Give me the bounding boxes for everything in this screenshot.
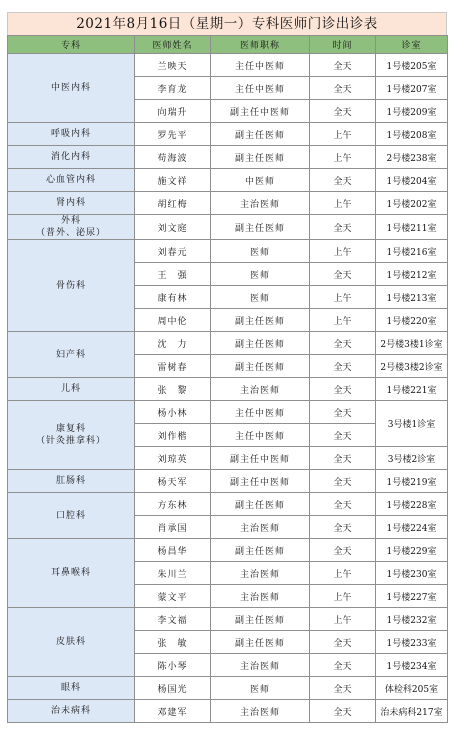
dept-cell xyxy=(8,539,135,608)
room-cell: 1号楼213室 xyxy=(376,286,448,309)
room-cell: 2号楼238室 xyxy=(376,146,448,169)
doctor-name-cell: 雷树春 xyxy=(135,355,211,378)
room-cell: 1号楼232室 xyxy=(376,608,448,631)
time-cell: 上午 xyxy=(310,585,376,608)
doctor-name-cell: 康有林 xyxy=(135,286,211,309)
time-cell: 全天 xyxy=(310,54,376,77)
table-row xyxy=(8,493,448,516)
room-cell: 1号楼228室 xyxy=(376,493,448,516)
time-cell: 全天 xyxy=(310,169,376,192)
doctor-name-cell: 邓建军 xyxy=(135,700,211,723)
doctor-name-cell: 张 敏 xyxy=(135,631,211,654)
dept-name: 皮肤科 xyxy=(55,637,86,647)
room-cell: 1号楼212室 xyxy=(376,263,448,286)
time-cell: 全天 xyxy=(310,263,376,286)
doctor-title-cell: 主任中医师 xyxy=(211,54,310,77)
doctor-name-cell: 李育龙 xyxy=(135,77,211,100)
dept-name: 中医内科 xyxy=(50,83,91,93)
time-cell: 上午 xyxy=(310,146,376,169)
doctor-title-cell: 中医师 xyxy=(211,169,310,192)
room-cell: 1号楼208室 xyxy=(376,123,448,146)
dept-cell xyxy=(8,401,135,470)
room-cell: 1号楼230室 xyxy=(376,562,448,585)
doctor-name-cell: 施文祥 xyxy=(135,169,211,192)
room-cell: 1号楼209室 xyxy=(376,100,448,123)
dept-name: 口腔科 xyxy=(55,510,86,521)
dept-cell xyxy=(8,146,135,169)
room-cell: 1号楼205室 xyxy=(376,54,448,77)
dept-name: 治未病科 xyxy=(50,706,91,716)
dept-name: 外科 xyxy=(60,216,81,226)
doctor-title-cell: 主任中医师 xyxy=(211,401,310,424)
dept-cell xyxy=(8,493,135,539)
table-row xyxy=(8,123,448,146)
room-cell: 1号楼227室 xyxy=(376,585,448,608)
dept-name: 呼吸内科 xyxy=(50,129,91,139)
dept-name: 儿科 xyxy=(60,384,81,394)
doctor-title-cell: 主治医师 xyxy=(211,700,310,723)
room-cell: 2号楼3楼1诊室 xyxy=(376,332,448,355)
time-cell: 上午 xyxy=(310,309,376,332)
room-cell: 1号楼234室 xyxy=(376,654,448,677)
time-cell: 全天 xyxy=(310,100,376,123)
room-cell: 3号楼2诊室 xyxy=(376,447,448,470)
doctor-name-cell: 朱川兰 xyxy=(135,562,211,585)
time-cell: 全天 xyxy=(310,700,376,723)
dept-subtitle: （针灸推拿科） xyxy=(35,436,106,446)
time-cell: 全天 xyxy=(310,516,376,539)
doctor-name-cell: 刘琼英 xyxy=(135,447,211,470)
time-cell: 全天 xyxy=(310,332,376,355)
time-cell: 全天 xyxy=(310,77,376,100)
room-cell: 1号楼204室 xyxy=(376,169,448,192)
time-cell: 全天 xyxy=(310,493,376,516)
dept-name: 耳鼻喉科 xyxy=(50,568,91,578)
doctor-title-cell: 副主任中医师 xyxy=(211,470,310,493)
doctor-name-cell: 肖承国 xyxy=(135,516,211,539)
room-cell: 体检科205室 xyxy=(376,677,448,700)
table-row xyxy=(8,240,448,263)
dept-name: 肛肠科 xyxy=(55,476,86,486)
header-doctor-title: 医师职称 xyxy=(211,36,310,54)
dept-cell xyxy=(8,123,135,146)
time-cell: 全天 xyxy=(310,378,376,401)
dept-name: 骨伤科 xyxy=(55,280,86,291)
header-time: 时间 xyxy=(310,36,376,54)
dept-cell xyxy=(8,470,135,493)
doctor-name-cell: 刘文庭 xyxy=(135,215,211,240)
doctor-name-cell: 杨昌华 xyxy=(135,539,211,562)
doctor-title-cell: 主治医师 xyxy=(211,562,310,585)
table-row xyxy=(8,608,448,631)
doctor-name-cell: 杨国光 xyxy=(135,677,211,700)
doctor-title-cell: 副主任医师 xyxy=(211,539,310,562)
doctor-name-cell: 李文福 xyxy=(135,608,211,631)
dept-cell xyxy=(8,240,135,332)
doctor-title-cell: 主治医师 xyxy=(211,192,310,215)
doctor-name-cell: 刘春元 xyxy=(135,240,211,263)
time-cell: 全天 xyxy=(310,447,376,470)
time-cell: 上午 xyxy=(310,240,376,263)
room-cell: 1号楼216室 xyxy=(376,240,448,263)
header-doctor-name: 医师姓名 xyxy=(135,36,211,54)
dept-name: 肾内科 xyxy=(55,198,86,208)
doctor-title-cell: 主任中医师 xyxy=(211,424,310,447)
time-cell: 全天 xyxy=(310,424,376,447)
dept-cell xyxy=(8,169,135,192)
room-cell: 治未病科217室 xyxy=(376,700,448,723)
doctor-name-cell: 罗先平 xyxy=(135,123,211,146)
schedule-sheet xyxy=(7,12,447,723)
doctor-name-cell: 蒙文平 xyxy=(135,585,211,608)
time-cell: 全天 xyxy=(310,215,376,240)
doctor-title-cell: 副主任医师 xyxy=(211,123,310,146)
table-row xyxy=(8,215,448,240)
doctor-name-cell: 向瑞升 xyxy=(135,100,211,123)
doctor-name-cell: 王 强 xyxy=(135,263,211,286)
time-cell: 全天 xyxy=(310,677,376,700)
doctor-title-cell: 副主任医师 xyxy=(211,355,310,378)
doctor-title-cell: 医师 xyxy=(211,240,310,263)
time-cell: 全天 xyxy=(310,355,376,378)
doctor-title-cell: 主治医师 xyxy=(211,585,310,608)
room-cell: 1号楼202室 xyxy=(376,192,448,215)
room-cell: 1号楼211室 xyxy=(376,215,448,240)
time-cell: 全天 xyxy=(310,631,376,654)
time-cell: 全天 xyxy=(310,654,376,677)
doctor-title-cell: 副主任医师 xyxy=(211,215,310,240)
room-cell: 1号楼233室 xyxy=(376,631,448,654)
time-cell: 上午 xyxy=(310,562,376,585)
room-cell: 3号楼1诊室 xyxy=(376,401,448,447)
dept-name: 心血管内科 xyxy=(45,175,96,185)
doctor-name-cell: 沈 力 xyxy=(135,332,211,355)
table-row xyxy=(8,169,448,192)
doctor-name-cell: 苟海波 xyxy=(135,146,211,169)
table-row xyxy=(8,54,448,77)
time-cell: 全天 xyxy=(310,401,376,424)
header-room: 诊室 xyxy=(376,36,448,54)
time-cell: 上午 xyxy=(310,608,376,631)
doctor-title-cell: 医师 xyxy=(211,263,310,286)
dept-cell xyxy=(8,677,135,700)
doctor-title-cell: 副主任中医师 xyxy=(211,100,310,123)
doctor-title-cell: 主任中医师 xyxy=(211,77,310,100)
doctor-title-cell: 副主任医师 xyxy=(211,493,310,516)
dept-name: 消化内科 xyxy=(50,152,91,162)
room-cell: 2号楼3楼2诊室 xyxy=(376,355,448,378)
doctor-name-cell: 方东林 xyxy=(135,493,211,516)
doctor-title-cell: 主治医师 xyxy=(211,378,310,401)
table-row xyxy=(8,146,448,169)
table-row xyxy=(8,700,448,723)
doctor-title-cell: 副主任医师 xyxy=(211,146,310,169)
dept-name: 妇产科 xyxy=(55,349,86,360)
doctor-title-cell: 副主任医师 xyxy=(211,631,310,654)
time-cell: 上午 xyxy=(310,123,376,146)
dept-cell xyxy=(8,192,135,215)
table-row xyxy=(8,332,448,355)
room-cell: 1号楼221室 xyxy=(376,378,448,401)
header-row xyxy=(8,36,448,54)
table-row xyxy=(8,401,448,424)
time-cell: 上午 xyxy=(310,286,376,309)
dept-name: 康复科 xyxy=(55,424,86,434)
dept-subtitle: （普外、泌尿） xyxy=(35,228,106,238)
doctor-title-cell: 主治医师 xyxy=(211,654,310,677)
doctor-name-cell: 刘作楷 xyxy=(135,424,211,447)
dept-cell xyxy=(8,378,135,401)
dept-cell xyxy=(8,608,135,677)
dept-name: 眼科 xyxy=(60,683,81,693)
dept-cell xyxy=(8,54,135,123)
doctor-name-cell: 胡红梅 xyxy=(135,192,211,215)
room-cell: 1号楼229室 xyxy=(376,539,448,562)
doctor-name-cell: 兰映天 xyxy=(135,54,211,77)
doctor-title-cell: 医师 xyxy=(211,286,310,309)
doctor-name-cell: 陈小琴 xyxy=(135,654,211,677)
table-row xyxy=(8,470,448,493)
doctor-title-cell: 副主任医师 xyxy=(211,608,310,631)
room-cell: 1号楼207室 xyxy=(376,77,448,100)
doctor-name-cell: 杨小林 xyxy=(135,401,211,424)
time-cell: 全天 xyxy=(310,539,376,562)
dept-cell xyxy=(8,215,135,240)
room-cell: 1号楼219室 xyxy=(376,470,448,493)
table-row xyxy=(8,539,448,562)
room-cell: 1号楼224室 xyxy=(376,516,448,539)
table-row xyxy=(8,677,448,700)
table-row xyxy=(8,192,448,215)
doctor-name-cell: 杨天军 xyxy=(135,470,211,493)
table-row xyxy=(8,378,448,401)
room-cell: 1号楼220室 xyxy=(376,309,448,332)
sheet-title: 2021年8月16日（星期一）专科医师门诊出诊表 xyxy=(7,12,447,35)
header-dept: 专科 xyxy=(8,36,135,54)
schedule-body xyxy=(8,54,448,723)
doctor-title-cell: 副主任医师 xyxy=(211,309,310,332)
time-cell: 上午 xyxy=(310,192,376,215)
time-cell: 全天 xyxy=(310,470,376,493)
dept-cell xyxy=(8,332,135,378)
doctor-title-cell: 副主任医师 xyxy=(211,332,310,355)
doctor-name-cell: 张 黎 xyxy=(135,378,211,401)
doctor-name-cell: 周中伦 xyxy=(135,309,211,332)
doctor-title-cell: 医师 xyxy=(211,677,310,700)
doctor-title-cell: 副主任中医师 xyxy=(211,447,310,470)
doctor-title-cell: 主治医师 xyxy=(211,516,310,539)
dept-cell xyxy=(8,700,135,723)
schedule-table xyxy=(7,35,448,723)
